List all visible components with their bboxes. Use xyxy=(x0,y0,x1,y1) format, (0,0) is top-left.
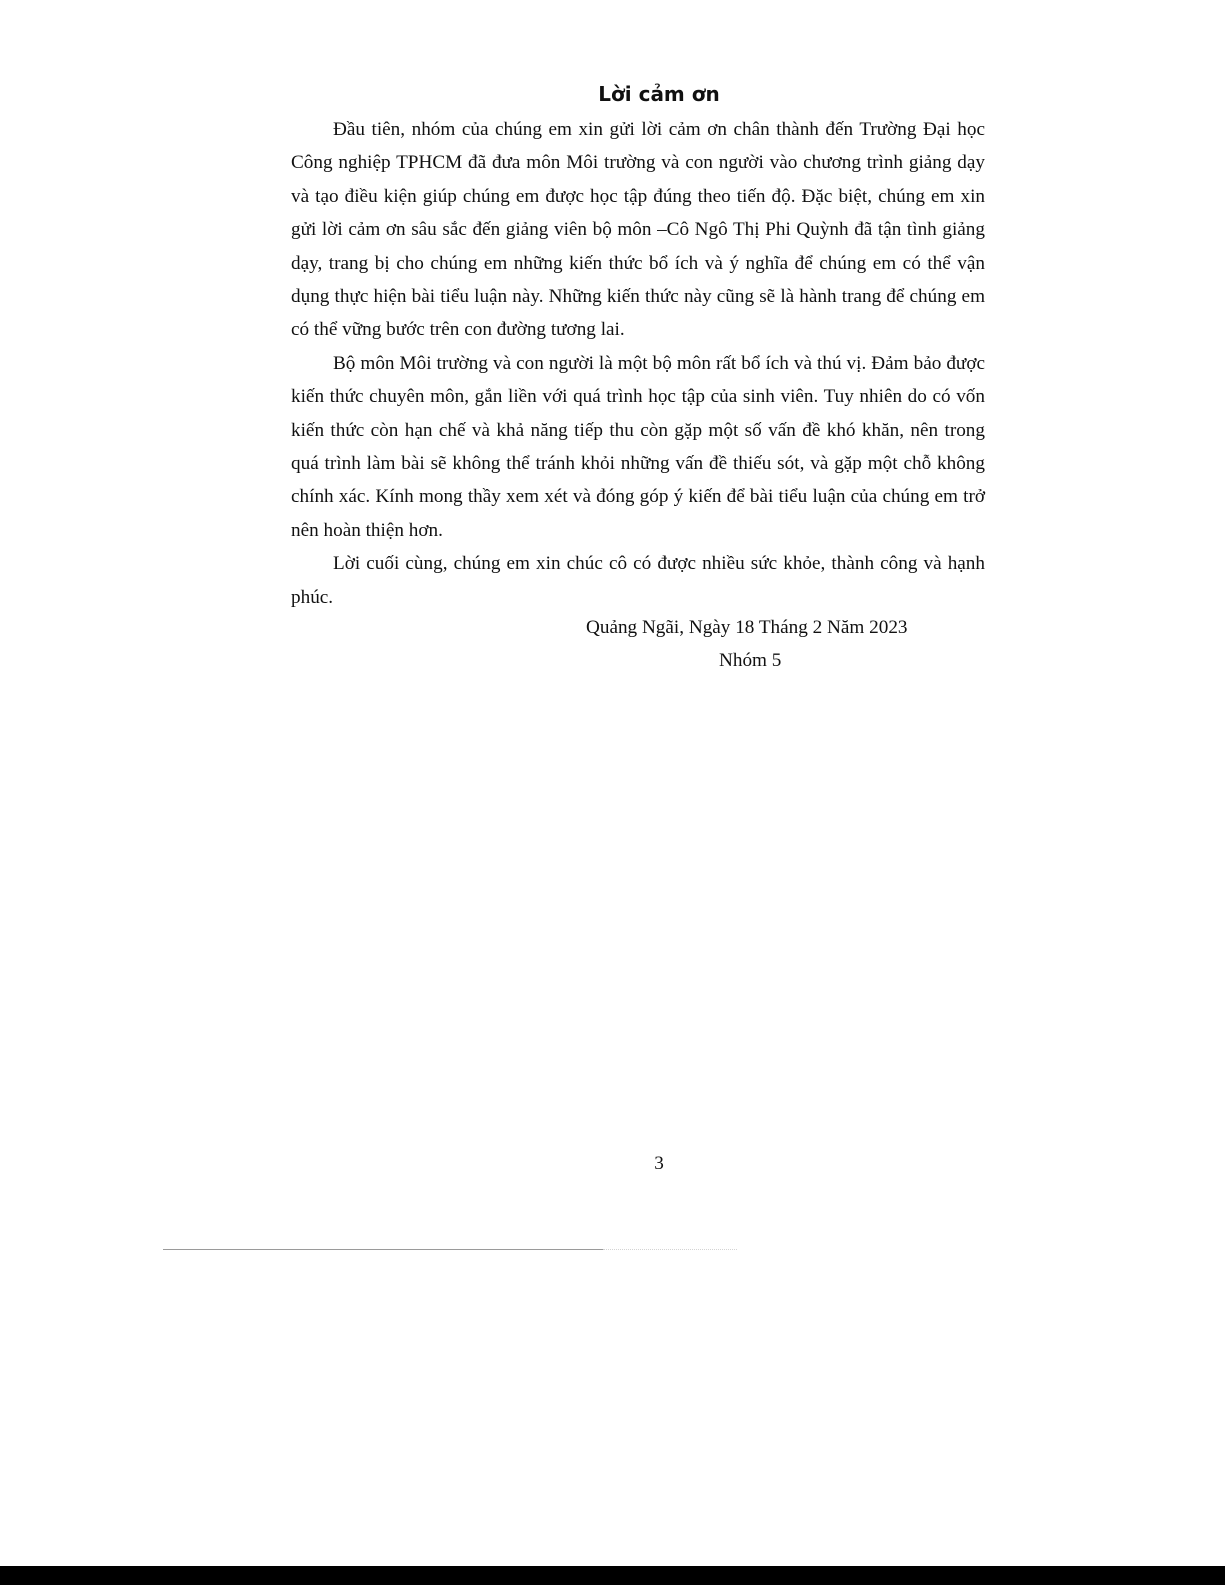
footer-divider-faint xyxy=(603,1249,737,1250)
footer-divider xyxy=(163,1249,603,1250)
page-title: Lời cảm ơn xyxy=(598,82,720,106)
page-number: 3 xyxy=(654,1153,664,1174)
paragraph-2: Bộ môn Môi trường và con người là một bộ môn rất bổ ích và thú vị. Đảm bảo được kiến thức chuyên môn, gắn liền với quá trình học tập của sinh viên. Tuy nhiên do có vốn kiến thức còn hạn chế và khả năng tiếp thu còn gặp một số vấn đề khó khăn, nên trong quá trình làm bài sẽ không thể tránh khỏi những vấn đề thiếu sót, và gặp một chỗ không chính xác. Kính mong thầy xem xét và đóng góp ý kiến để bài tiểu luận của chúng em trở nên hoàn thiện hơn. xyxy=(291,352,985,541)
paragraph-1: Đầu tiên, nhóm của chúng em xin gửi lời cảm ơn chân thành đến Trường Đại học Công nghiệp TPHCM đã đưa môn Môi trường và con người vào chương trình giảng dạy và tạo điều kiện giúp chúng em được học tập đúng theo tiến độ. Đặc biệt, chúng em xin gửi lời cảm ơn sâu sắc đến giảng viên bộ môn –Cô Ngô Thị Phi Quỳnh đã tận tình giảng dạy, trang bị cho chúng em những kiến thức bổ ích và ý nghĩa để chúng em có thể vận dụng thực hiện bài tiểu luận này. Những kiến thức này cũng sẽ là hành trang để chúng em có thể vững bước trên con đường tương lai. xyxy=(291,119,985,341)
bottom-edge-bar xyxy=(0,1566,1225,1585)
acknowledgement-body xyxy=(291,113,985,614)
place-date: Quảng Ngãi, Ngày 18 Tháng 2 Năm 2023 xyxy=(586,617,908,638)
group-name: Nhóm 5 xyxy=(719,650,782,671)
paragraph-3: Lời cuối cùng, chúng em xin chúc cô có được nhiều sức khỏe, thành công và hạnh phúc. xyxy=(291,553,985,608)
